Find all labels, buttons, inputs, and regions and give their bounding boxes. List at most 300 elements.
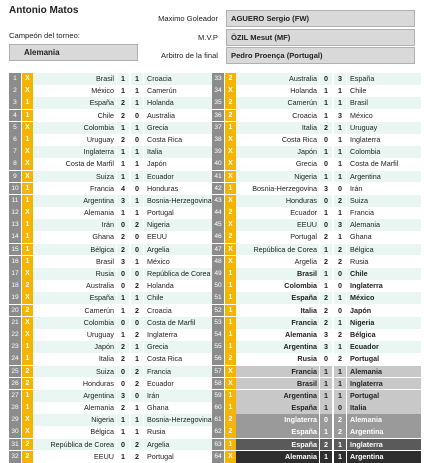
home-team: Chile: [33, 110, 116, 122]
away-score[interactable]: 1: [334, 134, 346, 146]
home-score[interactable]: 3: [320, 341, 332, 353]
match-number: 38: [212, 134, 224, 146]
bet-pick[interactable]: X: [225, 195, 236, 207]
bet-pick[interactable]: X: [225, 366, 236, 378]
away-score[interactable]: 1: [334, 366, 346, 378]
away-score[interactable]: 3: [334, 219, 346, 231]
away-team: Portugal: [347, 390, 421, 402]
match-number: 61: [212, 414, 224, 426]
bet-pick[interactable]: 2: [22, 366, 33, 378]
bet-pick[interactable]: 1: [225, 317, 236, 329]
bet-pick[interactable]: 1: [225, 280, 236, 292]
match-number: 34: [212, 85, 224, 97]
away-team: Rusia: [347, 256, 421, 268]
match-number: 4: [9, 110, 21, 122]
away-score[interactable]: 1: [131, 341, 143, 353]
away-team: Japón: [144, 158, 218, 170]
home-score[interactable]: 0: [320, 134, 332, 146]
away-team: Inglaterra: [347, 439, 421, 451]
home-team: Ghana: [33, 231, 116, 243]
bet-pick[interactable]: X: [22, 146, 33, 158]
home-score[interactable]: 1: [320, 366, 332, 378]
away-score[interactable]: 2: [131, 329, 143, 341]
match-number: 53: [212, 317, 224, 329]
away-score[interactable]: 2: [334, 244, 346, 256]
bet-pick[interactable]: 1: [225, 329, 236, 341]
bet-pick[interactable]: 1: [22, 402, 33, 414]
away-score[interactable]: 2: [131, 378, 143, 390]
bet-pick[interactable]: 2: [225, 73, 236, 85]
home-score[interactable]: 1: [117, 329, 129, 341]
bet-pick[interactable]: 1: [22, 256, 33, 268]
home-score[interactable]: 1: [117, 122, 129, 134]
away-score[interactable]: 1: [334, 390, 346, 402]
referee-label: Arbitro de la final: [161, 51, 218, 60]
away-score[interactable]: 2: [334, 353, 346, 365]
away-team: Colombia: [347, 146, 421, 158]
home-score[interactable]: 2: [117, 97, 129, 109]
bet-pick[interactable]: 1: [225, 439, 236, 451]
home-score[interactable]: 2: [320, 305, 332, 317]
home-score[interactable]: 1: [320, 280, 332, 292]
home-score[interactable]: 0: [117, 378, 129, 390]
home-score[interactable]: 0: [320, 219, 332, 231]
home-team: Argentina: [236, 341, 319, 353]
away-score[interactable]: 2: [131, 305, 143, 317]
match-number: 25: [9, 366, 21, 378]
away-score[interactable]: 2: [131, 451, 143, 463]
header-panel: [0, 0, 424, 66]
home-score[interactable]: 2: [320, 231, 332, 243]
bet-pick[interactable]: 1: [22, 390, 33, 402]
bet-pick[interactable]: 1: [225, 183, 236, 195]
away-score[interactable]: 1: [334, 146, 346, 158]
home-score[interactable]: 0: [320, 353, 332, 365]
home-team: Brasil: [236, 268, 319, 280]
away-score[interactable]: 1: [131, 158, 143, 170]
away-score[interactable]: 0: [131, 317, 143, 329]
away-team: Bosnia-Herzegovina: [144, 414, 218, 426]
bet-pick[interactable]: 2: [22, 451, 33, 463]
bet-pick[interactable]: 2: [225, 414, 236, 426]
away-team: Alemania: [347, 219, 421, 231]
home-score[interactable]: 2: [320, 439, 332, 451]
match-number: 28: [9, 402, 21, 414]
bet-pick[interactable]: 2: [225, 207, 236, 219]
bet-pick[interactable]: X: [22, 426, 33, 438]
mvp-value[interactable]: ÖZIL Mesut (MF): [226, 29, 415, 46]
home-score[interactable]: 0: [117, 366, 129, 378]
bet-pick[interactable]: X: [225, 378, 236, 390]
away-score[interactable]: 1: [131, 146, 143, 158]
home-score[interactable]: 0: [117, 219, 129, 231]
home-score[interactable]: 0: [320, 158, 332, 170]
home-score[interactable]: 1: [117, 146, 129, 158]
away-team: Argelia: [144, 439, 218, 451]
away-score[interactable]: 0: [131, 183, 143, 195]
home-team: Suiza: [33, 171, 116, 183]
home-score[interactable]: 2: [117, 134, 129, 146]
match-number: 46: [212, 231, 224, 243]
top-scorer-value[interactable]: AGUERO Sergio (FW): [226, 10, 415, 27]
home-score[interactable]: 3: [117, 256, 129, 268]
match-number: 43: [212, 195, 224, 207]
match-number: 59: [212, 390, 224, 402]
away-score[interactable]: 1: [334, 292, 346, 304]
away-score[interactable]: 0: [131, 231, 143, 243]
match-number: 7: [9, 146, 21, 158]
away-team: Inglaterra: [144, 329, 218, 341]
bet-pick[interactable]: 2: [225, 97, 236, 109]
away-score[interactable]: 1: [131, 122, 143, 134]
bet-pick[interactable]: X: [225, 134, 236, 146]
away-score[interactable]: 1: [334, 85, 346, 97]
home-score[interactable]: 2: [117, 402, 129, 414]
away-team: Irán: [347, 183, 421, 195]
away-score[interactable]: 2: [334, 414, 346, 426]
home-score[interactable]: 0: [320, 73, 332, 85]
bet-pick[interactable]: 1: [22, 244, 33, 256]
home-team: Rusia: [236, 353, 319, 365]
away-score[interactable]: 2: [334, 329, 346, 341]
away-team: Chile: [347, 85, 421, 97]
home-score[interactable]: 2: [117, 110, 129, 122]
away-score[interactable]: 1: [131, 426, 143, 438]
home-score[interactable]: 2: [117, 341, 129, 353]
home-score[interactable]: 3: [117, 390, 129, 402]
home-score[interactable]: 1: [320, 426, 332, 438]
home-team: Ecuador: [236, 207, 319, 219]
away-score[interactable]: 1: [131, 256, 143, 268]
home-score[interactable]: 0: [320, 414, 332, 426]
home-team: Inglaterra: [33, 146, 116, 158]
away-score[interactable]: 1: [334, 341, 346, 353]
bet-pick[interactable]: 2: [225, 353, 236, 365]
home-team: Alemania: [236, 451, 319, 463]
bet-pick[interactable]: 1: [22, 195, 33, 207]
home-score[interactable]: 1: [320, 244, 332, 256]
away-team: Inglaterra: [347, 134, 421, 146]
home-team: España: [236, 439, 319, 451]
away-score[interactable]: 0: [334, 280, 346, 292]
top-scorer-label: Maximo Goleador: [158, 14, 218, 23]
home-score[interactable]: 2: [320, 122, 332, 134]
away-score[interactable]: 1: [334, 231, 346, 243]
bet-pick[interactable]: 1: [225, 341, 236, 353]
home-score[interactable]: 1: [320, 268, 332, 280]
bet-pick[interactable]: 2: [225, 231, 236, 243]
away-team: EEUU: [144, 231, 218, 243]
away-score[interactable]: 2: [131, 439, 143, 451]
home-team: Argentina: [236, 390, 319, 402]
away-score[interactable]: 1: [131, 353, 143, 365]
away-score[interactable]: 1: [334, 97, 346, 109]
bet-pick[interactable]: 1: [22, 110, 33, 122]
home-score[interactable]: 1: [320, 390, 332, 402]
bet-pick[interactable]: 2: [225, 426, 236, 438]
away-team: Italia: [347, 402, 421, 414]
away-team: Croacia: [144, 305, 218, 317]
home-score[interactable]: 1: [320, 97, 332, 109]
home-score[interactable]: 1: [117, 171, 129, 183]
away-score[interactable]: 1: [131, 85, 143, 97]
away-score[interactable]: 3: [334, 73, 346, 85]
home-team: Brasil: [33, 256, 116, 268]
home-score[interactable]: 1: [117, 305, 129, 317]
bet-pick[interactable]: X: [225, 85, 236, 97]
home-score[interactable]: 2: [320, 256, 332, 268]
away-score[interactable]: 1: [131, 171, 143, 183]
bet-pick[interactable]: 2: [225, 110, 236, 122]
away-team: Grecia: [144, 341, 218, 353]
match-number: 18: [9, 280, 21, 292]
away-score[interactable]: 2: [131, 280, 143, 292]
away-team: Argentina: [347, 171, 421, 183]
away-score[interactable]: 1: [334, 451, 346, 463]
home-team: España: [236, 402, 319, 414]
match-number: 60: [212, 402, 224, 414]
away-score[interactable]: 0: [334, 268, 346, 280]
away-team: Costa Rica: [144, 134, 218, 146]
home-team: Costa Rica: [236, 134, 319, 146]
bet-pick[interactable]: 1: [225, 305, 236, 317]
home-team: República de Corea: [33, 439, 116, 451]
bet-pick[interactable]: 2: [22, 280, 33, 292]
away-score[interactable]: 1: [334, 207, 346, 219]
away-team: Honduras: [144, 183, 218, 195]
match-number: 48: [212, 256, 224, 268]
home-score[interactable]: 1: [320, 171, 332, 183]
away-team: Argelia: [144, 244, 218, 256]
away-team: Ghana: [144, 402, 218, 414]
home-score[interactable]: 2: [320, 292, 332, 304]
home-score[interactable]: 0: [117, 439, 129, 451]
match-number: 24: [9, 353, 21, 365]
away-score[interactable]: 1: [131, 414, 143, 426]
away-team: Bosnia-Herzegovina: [144, 195, 218, 207]
bet-pick[interactable]: X: [22, 292, 33, 304]
bet-pick[interactable]: X: [225, 219, 236, 231]
bet-pick[interactable]: 1: [22, 219, 33, 231]
away-score[interactable]: 2: [334, 256, 346, 268]
bet-pick[interactable]: X: [225, 171, 236, 183]
home-score[interactable]: 3: [320, 183, 332, 195]
bet-pick[interactable]: X: [22, 207, 33, 219]
home-score[interactable]: 2: [117, 353, 129, 365]
bet-pick[interactable]: X: [22, 268, 33, 280]
away-score[interactable]: 0: [334, 402, 346, 414]
home-team: Colombia: [33, 317, 116, 329]
away-team: Suiza: [347, 195, 421, 207]
away-score[interactable]: 2: [131, 219, 143, 231]
away-score[interactable]: 0: [334, 305, 346, 317]
match-number: 12: [9, 207, 21, 219]
home-team: Francia: [33, 183, 116, 195]
bet-pick[interactable]: X: [22, 414, 33, 426]
away-team: Italia: [144, 146, 218, 158]
home-team: Argentina: [33, 390, 116, 402]
away-team: Ecuador: [144, 171, 218, 183]
match-number: 63: [212, 439, 224, 451]
match-number: 9: [9, 171, 21, 183]
away-score[interactable]: 1: [131, 402, 143, 414]
match-number: 39: [212, 146, 224, 158]
match-number: 49: [212, 268, 224, 280]
away-score[interactable]: 2: [131, 366, 143, 378]
away-team: Croacia: [144, 73, 218, 85]
home-team: Uruguay: [33, 134, 116, 146]
bet-pick[interactable]: 2: [22, 439, 33, 451]
away-score[interactable]: 0: [131, 110, 143, 122]
away-team: Irán: [144, 390, 218, 402]
home-score[interactable]: 0: [117, 280, 129, 292]
home-team: España: [236, 292, 319, 304]
away-score[interactable]: 3: [334, 110, 346, 122]
away-team: Uruguay: [347, 122, 421, 134]
bet-pick[interactable]: X: [225, 256, 236, 268]
home-score[interactable]: 1: [320, 451, 332, 463]
bet-pick[interactable]: X: [225, 158, 236, 170]
away-team: Australia: [144, 110, 218, 122]
champion-value[interactable]: Alemania: [9, 44, 138, 61]
home-team: Grecia: [236, 158, 319, 170]
home-score[interactable]: 1: [117, 414, 129, 426]
match-number: 30: [9, 426, 21, 438]
away-score[interactable]: 1: [334, 171, 346, 183]
away-score[interactable]: 0: [131, 244, 143, 256]
home-team: Colombia: [33, 122, 116, 134]
home-team: Italia: [33, 353, 116, 365]
away-score[interactable]: 1: [131, 292, 143, 304]
home-team: Francia: [236, 366, 319, 378]
match-number: 64: [212, 451, 224, 463]
bet-pick[interactable]: X: [22, 329, 33, 341]
match-number: 13: [9, 219, 21, 231]
home-score[interactable]: 1: [320, 146, 332, 158]
bet-pick[interactable]: 1: [225, 268, 236, 280]
bet-pick[interactable]: X: [225, 451, 236, 463]
match-number: 44: [212, 207, 224, 219]
bet-pick[interactable]: X: [22, 122, 33, 134]
away-score[interactable]: 1: [334, 158, 346, 170]
home-score[interactable]: 1: [117, 451, 129, 463]
home-score[interactable]: 1: [320, 378, 332, 390]
away-team: Francia: [144, 366, 218, 378]
home-team: Alemania: [33, 402, 116, 414]
bet-pick[interactable]: 1: [225, 292, 236, 304]
home-score[interactable]: 0: [320, 195, 332, 207]
away-score[interactable]: 1: [131, 73, 143, 85]
away-score[interactable]: 2: [334, 426, 346, 438]
bet-pick[interactable]: 1: [22, 231, 33, 243]
bet-pick[interactable]: X: [22, 158, 33, 170]
away-score[interactable]: 0: [131, 134, 143, 146]
home-score[interactable]: 1: [117, 207, 129, 219]
bet-pick[interactable]: X: [22, 73, 33, 85]
bet-pick[interactable]: 1: [22, 341, 33, 353]
home-score[interactable]: 1: [117, 426, 129, 438]
home-score[interactable]: 1: [117, 73, 129, 85]
home-score[interactable]: 1: [117, 158, 129, 170]
away-score[interactable]: 0: [131, 268, 143, 280]
bet-pick[interactable]: 2: [22, 378, 33, 390]
referee-value[interactable]: Pedro Proença (Portugal): [226, 47, 415, 64]
match-number: 36: [212, 110, 224, 122]
bet-pick[interactable]: 1: [22, 353, 33, 365]
home-team: Japón: [33, 341, 116, 353]
home-team: Bélgica: [33, 426, 116, 438]
home-team: EEUU: [33, 451, 116, 463]
home-score[interactable]: 1: [320, 85, 332, 97]
home-score[interactable]: 1: [320, 207, 332, 219]
away-team: Ecuador: [347, 341, 421, 353]
away-score[interactable]: 1: [334, 439, 346, 451]
bet-pick[interactable]: X: [225, 146, 236, 158]
bet-pick[interactable]: 1: [22, 97, 33, 109]
home-score[interactable]: 1: [117, 85, 129, 97]
bet-pick[interactable]: 2: [22, 305, 33, 317]
match-number: 23: [9, 341, 21, 353]
away-team: México: [144, 256, 218, 268]
home-score[interactable]: 3: [117, 195, 129, 207]
home-score[interactable]: 1: [320, 402, 332, 414]
home-score[interactable]: 4: [117, 183, 129, 195]
match-number: 27: [9, 390, 21, 402]
match-number: 10: [9, 183, 21, 195]
away-score[interactable]: 1: [131, 195, 143, 207]
away-score[interactable]: 2: [334, 195, 346, 207]
bet-pick[interactable]: X: [22, 85, 33, 97]
home-score[interactable]: 0: [117, 317, 129, 329]
bet-pick[interactable]: 1: [225, 390, 236, 402]
bet-pick[interactable]: X: [225, 244, 236, 256]
away-score[interactable]: 1: [334, 378, 346, 390]
home-score[interactable]: 2: [117, 231, 129, 243]
home-score[interactable]: 1: [117, 292, 129, 304]
bet-pick[interactable]: 1: [225, 402, 236, 414]
bet-pick[interactable]: 1: [22, 134, 33, 146]
away-score[interactable]: 1: [334, 122, 346, 134]
player-name: Antonio Matos: [9, 5, 79, 16]
home-team: Nigeria: [33, 414, 116, 426]
bet-pick[interactable]: X: [22, 317, 33, 329]
away-score[interactable]: 0: [334, 183, 346, 195]
home-score[interactable]: 0: [117, 268, 129, 280]
home-team: Honduras: [236, 195, 319, 207]
home-score[interactable]: 3: [320, 329, 332, 341]
home-score[interactable]: 2: [320, 317, 332, 329]
bet-pick[interactable]: X: [22, 171, 33, 183]
away-score[interactable]: 1: [334, 317, 346, 329]
away-team: Alemania: [347, 414, 421, 426]
away-team: Argentina: [347, 451, 421, 463]
away-score[interactable]: 1: [131, 207, 143, 219]
home-team: Suiza: [33, 366, 116, 378]
home-team: Australia: [33, 280, 116, 292]
home-score[interactable]: 1: [320, 110, 332, 122]
away-score[interactable]: 0: [131, 390, 143, 402]
bet-pick[interactable]: 1: [22, 183, 33, 195]
away-team: Camerún: [144, 85, 218, 97]
match-number: 6: [9, 134, 21, 146]
match-number: 51: [212, 292, 224, 304]
match-number: 8: [9, 158, 21, 170]
home-team: Francia: [236, 317, 319, 329]
match-number: 33: [212, 73, 224, 85]
bet-pick[interactable]: 1: [225, 122, 236, 134]
away-score[interactable]: 1: [131, 97, 143, 109]
home-score[interactable]: 2: [117, 244, 129, 256]
